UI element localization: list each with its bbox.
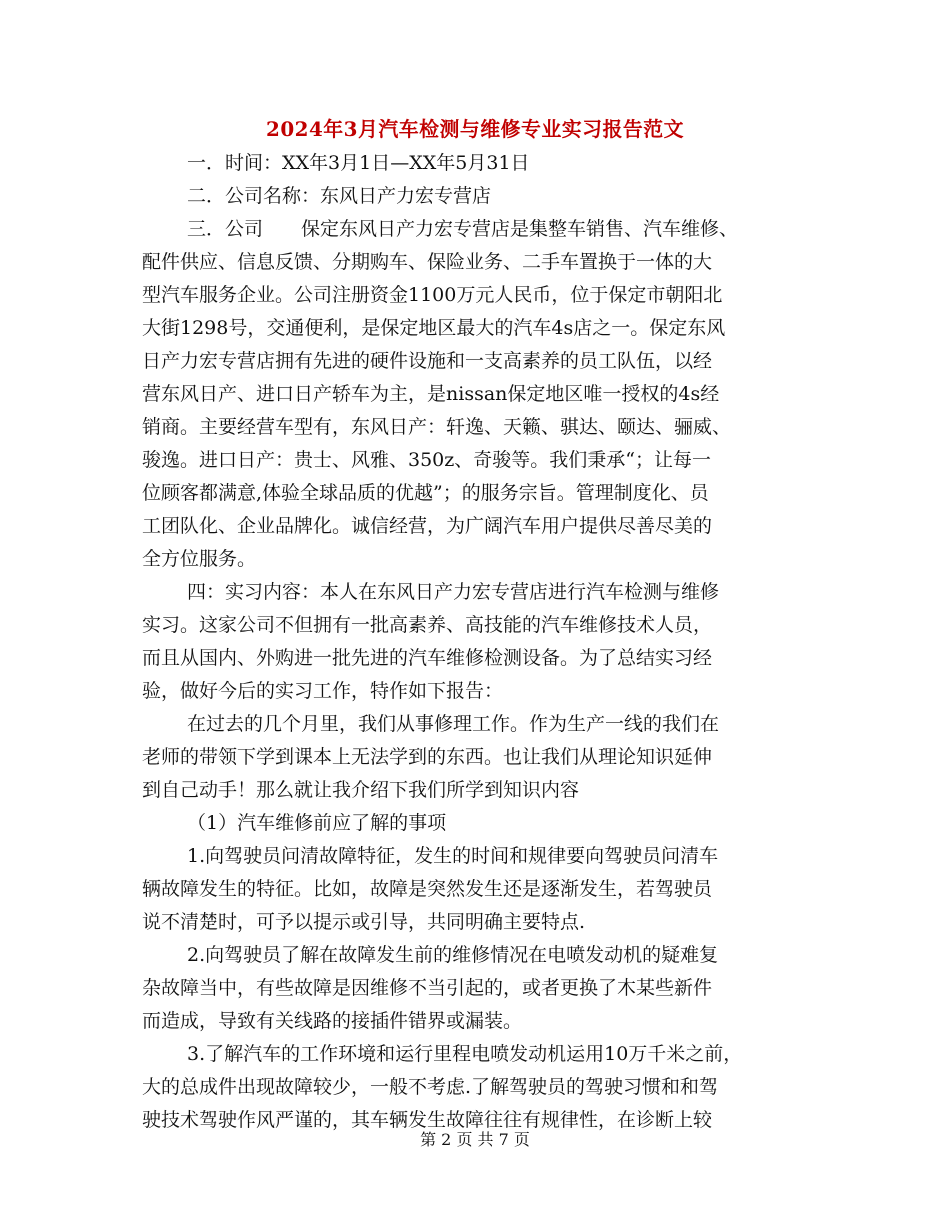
- paragraph-line: 大的总成件出现故障较少，一般不考虑.了解驾驶员的驾驶习惯和和驾: [142, 1076, 719, 1098]
- paragraph-line: 辆故障发生的特征。比如，故障是突然发生还是逐渐发生，若驾驶员: [142, 878, 713, 900]
- section-heading: （1）汽车维修前应了解的事项: [187, 812, 447, 834]
- document-title: 2024年3月汽车检测与维修专业实习报告范文: [265, 117, 685, 141]
- paragraph-line: 大街1298号，交通便利，是保定地区最大的汽车4s店之一。保定东风: [142, 317, 726, 339]
- paragraph-line: 验，做好今后的实习工作，特作如下报告：: [142, 680, 504, 702]
- paragraph-line: 三．公司 保定东风日产力宏专营店是集整车销售、汽车维修、: [187, 218, 739, 240]
- paragraph-line: 在过去的几个月里，我们从事修理工作。作为生产一线的我们在: [187, 713, 720, 735]
- paragraph-line: 销商。主要经营车型有，东风日产：轩逸、天籁、骐达、颐达、骊威、: [142, 416, 732, 438]
- paragraph-line: 杂故障当中，有些故障是因维修不当引起的，或者更换了木某些新件: [142, 977, 713, 999]
- paragraph-line: 而造成，导致有关线路的接插件错界或漏装。: [142, 1010, 523, 1032]
- paragraph-line: 二．公司名称：东风日产力宏专营店: [187, 185, 492, 207]
- paragraph-line: 骏逸。进口日产：贵士、风雅、350z、奇骏等。我们秉承“；让每一: [142, 449, 711, 471]
- paragraph-line: 四：实习内容：本人在东风日产力宏专营店进行汽车检测与维修: [187, 581, 720, 603]
- paragraph-line: 老师的带领下学到课本上无法学到的东西。也让我们从理论知识延伸: [142, 746, 713, 768]
- paragraph-line: 到自己动手！那么就让我介绍下我们所学到知识内容: [142, 779, 580, 801]
- paragraph-line: 全方位服务。: [142, 548, 257, 570]
- paragraph-line: 驶技术驾驶作风严谨的，其车辆发生故障往往有规律性，在诊断上较: [142, 1109, 713, 1131]
- paragraph-line: 营东风日产、进口日产轿车为主，是nissan保定地区唯一授权的4s经: [142, 383, 720, 405]
- paragraph-line: 2.向驾驶员了解在故障发生前的维修情况在电喷发动机的疑难复: [187, 944, 719, 966]
- paragraph-line: 实习。这家公司不但拥有一批高素养、高技能的汽车维修技术人员，: [142, 614, 713, 636]
- paragraph-line: 位顾客都满意,体验全球品质的优越”；的服务宗旨。管理制度化、员: [142, 482, 709, 504]
- paragraph-line: 3.了解汽车的工作环境和运行里程电喷发动机运用10万千米之前，: [187, 1043, 743, 1065]
- paragraph-line: 配件供应、信息反馈、分期购车、保险业务、二手车置换于一体的大: [142, 251, 713, 273]
- paragraph-line: 说不清楚时，可予以提示或引导，共同明确主要特点.: [142, 911, 586, 933]
- paragraph-line: 型汽车服务企业。公司注册资金1100万元人民币，位于保定市朝阳北: [142, 284, 723, 306]
- paragraph-line: 日产力宏专营店拥有先进的硬件设施和一支高素养的员工队伍，以经: [142, 350, 713, 372]
- page-number-footer: 第 2 页 共 7 页: [420, 1130, 530, 1149]
- paragraph-line: 1.向驾驶员问清故障特征，发生的时间和规律要向驾驶员问清车: [187, 845, 719, 867]
- paragraph-line: 工团队化、企业品牌化。诚信经营，为广阔汽车用户提供尽善尽美的: [142, 515, 713, 537]
- paragraph-line: 而且从国内、外购进一批先进的汽车维修检测设备。为了总结实习经: [142, 647, 713, 669]
- paragraph-line: 一．时间：XX年3月1日—XX年5月31日: [187, 152, 530, 174]
